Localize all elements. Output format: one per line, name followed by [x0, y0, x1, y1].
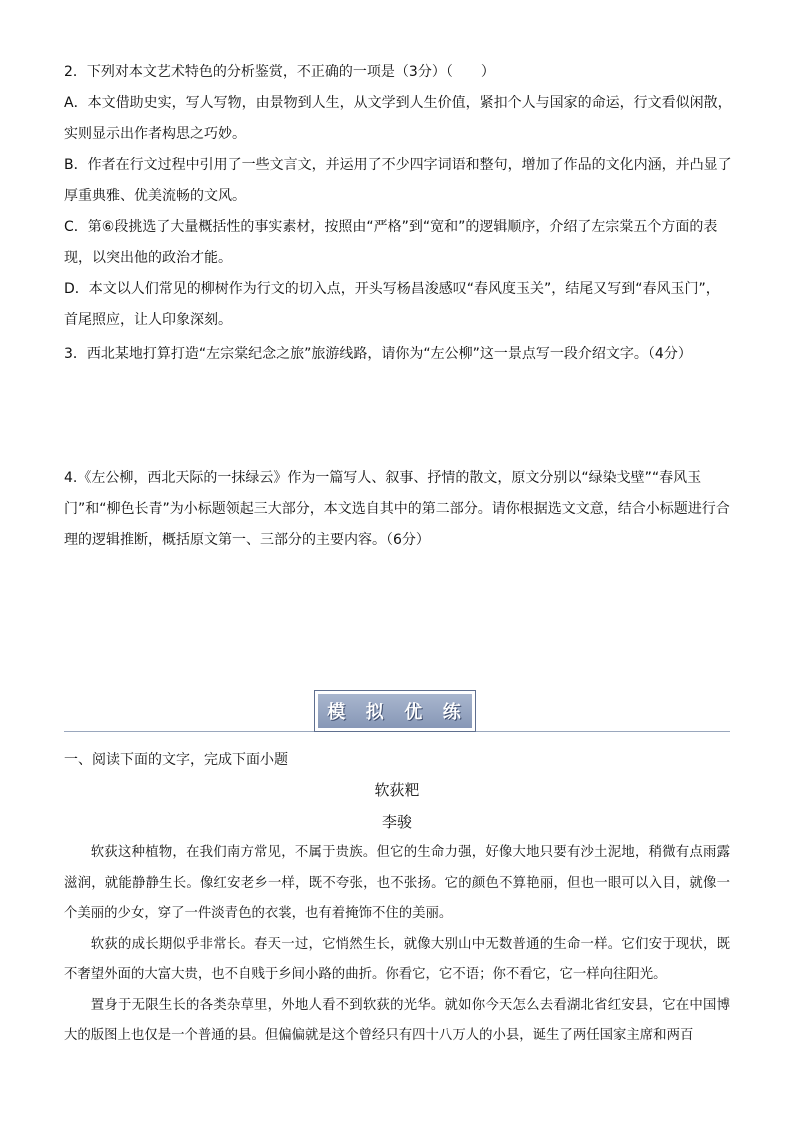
banner-char: 练	[442, 702, 463, 723]
question-3	[64, 339, 732, 370]
question-2-option-a: A．本文借助史实，写人写物，由景物到人生，从文学到人生价值，紧扣个人与国家的命运，行文看似闲散，实则显示出作者构思之巧妙。	[64, 95, 732, 142]
article-author: 李骏	[381, 813, 412, 831]
question-2-option-d: D．本文以人们常见的柳树作为行文的切入点，开头写杨昌浚感叹“春风度玉关”，结尾又写到“春风玉门”，首尾照应，让人印象深刻。	[64, 281, 720, 328]
article-paragraph: 软荻这种植物，在我们南方常见，不属于贵族。但它的生命力强，好像大地只要有沙土泥地，稍微有点雨露滋润，就能静静生长。像红安老乡一样，既不夸张，也不张扬。它的颜色不算艳丽，但也一眼可以入目，就像一个美丽的少女，穿了一件淡青色的衣裳，也有着掩饰不住的美丽。	[64, 845, 730, 921]
article-body	[64, 838, 730, 1052]
practice-banner	[314, 690, 476, 732]
question-2-option-b: B．作者在行文过程中引用了一些文言文，并运用了不少四字词语和整句，增加了作品的文化内涵，并凸显了厚重典雅、优美流畅的文风。	[64, 157, 732, 204]
article-paragraph: 软荻的成长期似乎非常长。春天一过，它悄然生长，就像大别山中无数普通的生命一样。它们安于现状，既不奢望外面的大富大贵，也不自贱于乡间小路的曲折。你看它，它不语；你不看它，它一样向往阳光。	[64, 936, 730, 982]
question-4-text: 4.《左公柳，西北天际的一抹绿云》作为一篇写人、叙事、抒情的散文，原文分别以“绿染戈壁”“春风玉门”和“柳色长青”为小标题领起三大部分，本文选自其中的第二部分。请你根据选文文意，结合小标题进行合理的逻辑推断，概括原文第一、三部分的主要内容。（6分）	[64, 470, 730, 548]
article-paragraph: 置身于无限生长的各类杂草里，外地人看不到软荻的光华。就如你今天怎么去看湖北省红安县，它在中国博大的版图上也仅是一个普通的县。但偏偏就是这个曾经只有四十八万人的小县，诞生了两任国家主席和两百	[64, 997, 730, 1043]
banner-char: 优	[404, 702, 425, 723]
question-2-option-c: C．第⑥段挑选了大量概括性的事实素材，按照由“严格”到“宽和”的逻辑顺序，介绍了左宗棠五个方面的表现，以突出他的政治才能。	[64, 219, 718, 266]
question-4	[64, 463, 732, 556]
banner-char: 模	[327, 702, 348, 723]
question-3-text: 3．西北某地打算打造“左宗棠纪念之旅”旅游线路，请你为“左公柳”这一景点写一段介绍文字。（4分）	[64, 346, 692, 362]
article-title: 软荻粑	[374, 781, 420, 799]
section-heading: 一、阅读下面的文字，完成下面小题	[64, 752, 288, 768]
question-2	[64, 57, 732, 336]
banner-char: 拟	[365, 702, 386, 723]
practice-banner-inner	[318, 694, 472, 728]
question-2-stem: 2．下列对本文艺术特色的分析鉴赏，不正确的一项是（3分）（ ）	[64, 64, 495, 80]
